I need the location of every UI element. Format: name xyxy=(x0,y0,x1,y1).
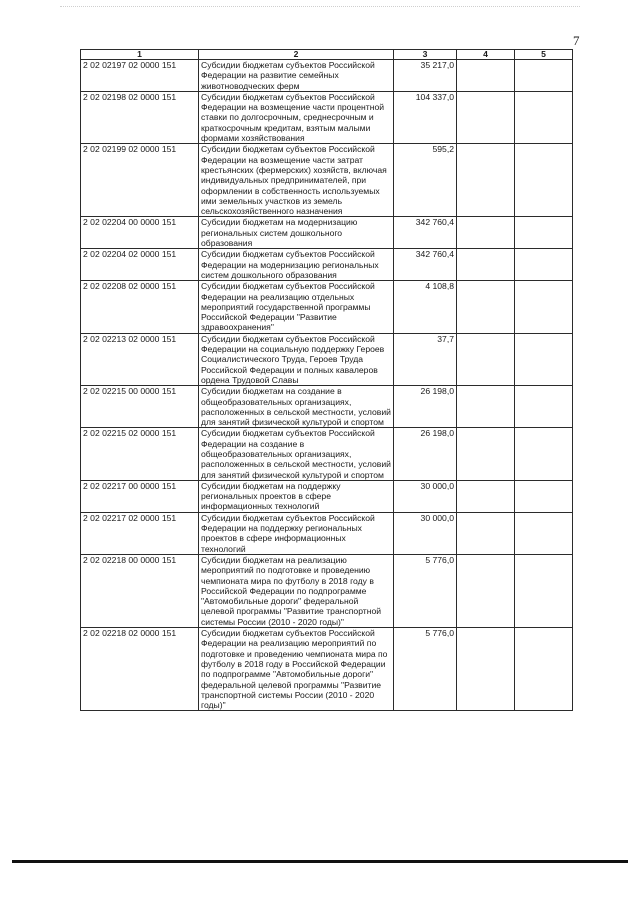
column-4-cell xyxy=(457,628,515,711)
description-cell: Субсидии бюджетам субъектов Российской Федерации на поддержку региональных проектов в сфере информационных технологий xyxy=(199,512,394,554)
amount-cell: 595,2 xyxy=(394,144,457,217)
scan-edge-marks xyxy=(60,6,580,9)
budget-code-cell: 2 02 02215 02 0000 151 xyxy=(81,428,199,480)
amount-cell: 35 217,0 xyxy=(394,60,457,92)
column-4-cell xyxy=(457,512,515,554)
description-cell: Субсидии бюджетам на создание в общеобразовательных организациях, расположенных в сельской местности, условий для занятий физической культурой и спортом xyxy=(199,386,394,428)
table-row xyxy=(81,281,573,333)
amount-cell: 5 776,0 xyxy=(394,628,457,711)
table-row xyxy=(81,480,573,512)
budget-code-cell: 2 02 02217 00 0000 151 xyxy=(81,480,199,512)
description-cell: Субсидии бюджетам субъектов Российской Федерации на социальную поддержку Героев Социалистического Труда, Героев Труда Российской Федерации и полных кавалеров ордена Трудовой Славы xyxy=(199,333,394,385)
description-cell: Субсидии бюджетам субъектов Российской Федерации на реализацию мероприятий по подготовке и проведению чемпионата мира по футболу в 2018 году в Российской Федерации по подпрограмме "Автомобильные дороги" федеральной целевой программы "Развитие транспортной системы России (2010 - 2020 годы)" xyxy=(199,628,394,711)
amount-cell: 37,7 xyxy=(394,333,457,385)
description-cell: Субсидии бюджетам на поддержку региональных проектов в сфере информационных технологий xyxy=(199,480,394,512)
table-row xyxy=(81,60,573,92)
column-4-cell xyxy=(457,249,515,281)
column-header-1: 1 xyxy=(81,50,199,60)
amount-cell: 342 760,4 xyxy=(394,249,457,281)
column-4-cell xyxy=(457,91,515,143)
amount-cell: 104 337,0 xyxy=(394,91,457,143)
column-5-cell xyxy=(515,281,573,333)
table-row xyxy=(81,91,573,143)
page-bottom-rule xyxy=(12,860,628,863)
table-row xyxy=(81,428,573,480)
amount-cell: 30 000,0 xyxy=(394,480,457,512)
amount-cell: 5 776,0 xyxy=(394,554,457,627)
description-cell: Субсидии бюджетам субъектов Российской Федерации на возмещение части процентной ставки по долгосрочным, среднесрочным и краткосрочным кредитам, взятым малыми формами хозяйствования xyxy=(199,91,394,143)
column-5-cell xyxy=(515,217,573,249)
budget-code-cell: 2 02 02197 02 0000 151 xyxy=(81,60,199,92)
column-4-cell xyxy=(457,333,515,385)
column-4-cell xyxy=(457,428,515,480)
table-row xyxy=(81,217,573,249)
page-number: 7 xyxy=(573,33,580,48)
column-4-cell xyxy=(457,217,515,249)
column-4-cell xyxy=(457,480,515,512)
column-5-cell xyxy=(515,91,573,143)
amount-cell: 30 000,0 xyxy=(394,512,457,554)
budget-code-cell: 2 02 02208 02 0000 151 xyxy=(81,281,199,333)
column-4-cell xyxy=(457,60,515,92)
budget-code-cell: 2 02 02199 02 0000 151 xyxy=(81,144,199,217)
column-5-cell xyxy=(515,480,573,512)
table-row xyxy=(81,628,573,711)
description-cell: Субсидии бюджетам субъектов Российской Федерации на создание в общеобразовательных организациях, расположенных в сельской местности, условий для занятий физической культурой и спортом xyxy=(199,428,394,480)
column-5-cell xyxy=(515,249,573,281)
description-cell: Субсидии бюджетам на реализацию мероприятий по подготовке и проведению чемпионата мира по футболу в 2018 году в Российской Федерации по подпрограмме "Автомобильные дороги" федеральной целевой программы "Развитие транспортной системы России (2010 - 2020 годы)" xyxy=(199,554,394,627)
column-5-cell xyxy=(515,554,573,627)
description-cell: Субсидии бюджетам субъектов Российской Федерации на реализацию отдельных мероприятий государственной программы Российской Федерации "Развитие здравоохранения" xyxy=(199,281,394,333)
budget-code-cell: 2 02 02215 00 0000 151 xyxy=(81,386,199,428)
column-header-5: 5 xyxy=(515,50,573,60)
description-cell: Субсидии бюджетам субъектов Российской Федерации на модернизацию региональных систем дошкольного образования xyxy=(199,249,394,281)
amount-cell: 26 198,0 xyxy=(394,386,457,428)
table-row xyxy=(81,144,573,217)
column-4-cell xyxy=(457,386,515,428)
description-cell: Субсидии бюджетам субъектов Российской Федерации на развитие семейных животноводческих ферм xyxy=(199,60,394,92)
table-row xyxy=(81,512,573,554)
amount-cell: 4 108,8 xyxy=(394,281,457,333)
column-header-3: 3 xyxy=(394,50,457,60)
budget-code-cell: 2 02 02218 00 0000 151 xyxy=(81,554,199,627)
budget-code-cell: 2 02 02217 02 0000 151 xyxy=(81,512,199,554)
amount-cell: 26 198,0 xyxy=(394,428,457,480)
description-cell: Субсидии бюджетам субъектов Российской Федерации на возмещение части затрат крестьянских (фермерских) хозяйств, включая индивидуальных предпринимателей, при оформлении в собственность используемых ими земельных участков из земель сельскохозяйственного назначения xyxy=(199,144,394,217)
column-4-cell xyxy=(457,144,515,217)
column-4-cell xyxy=(457,281,515,333)
column-5-cell xyxy=(515,428,573,480)
table-row xyxy=(81,249,573,281)
column-4-cell xyxy=(457,554,515,627)
column-5-cell xyxy=(515,386,573,428)
column-5-cell xyxy=(515,144,573,217)
description-cell: Субсидии бюджетам на модернизацию региональных систем дошкольного образования xyxy=(199,217,394,249)
budget-code-cell: 2 02 02198 02 0000 151 xyxy=(81,91,199,143)
column-5-cell xyxy=(515,60,573,92)
column-header-2: 2 xyxy=(199,50,394,60)
column-5-cell xyxy=(515,628,573,711)
budget-code-cell: 2 02 02204 02 0000 151 xyxy=(81,249,199,281)
table-row xyxy=(81,386,573,428)
table-header-row xyxy=(81,50,573,60)
table-row xyxy=(81,554,573,627)
column-5-cell xyxy=(515,333,573,385)
budget-code-cell: 2 02 02213 02 0000 151 xyxy=(81,333,199,385)
budget-code-cell: 2 02 02218 02 0000 151 xyxy=(81,628,199,711)
column-5-cell xyxy=(515,512,573,554)
table-row xyxy=(81,333,573,385)
amount-cell: 342 760,4 xyxy=(394,217,457,249)
budget-table xyxy=(80,49,573,711)
column-header-4: 4 xyxy=(457,50,515,60)
budget-code-cell: 2 02 02204 00 0000 151 xyxy=(81,217,199,249)
